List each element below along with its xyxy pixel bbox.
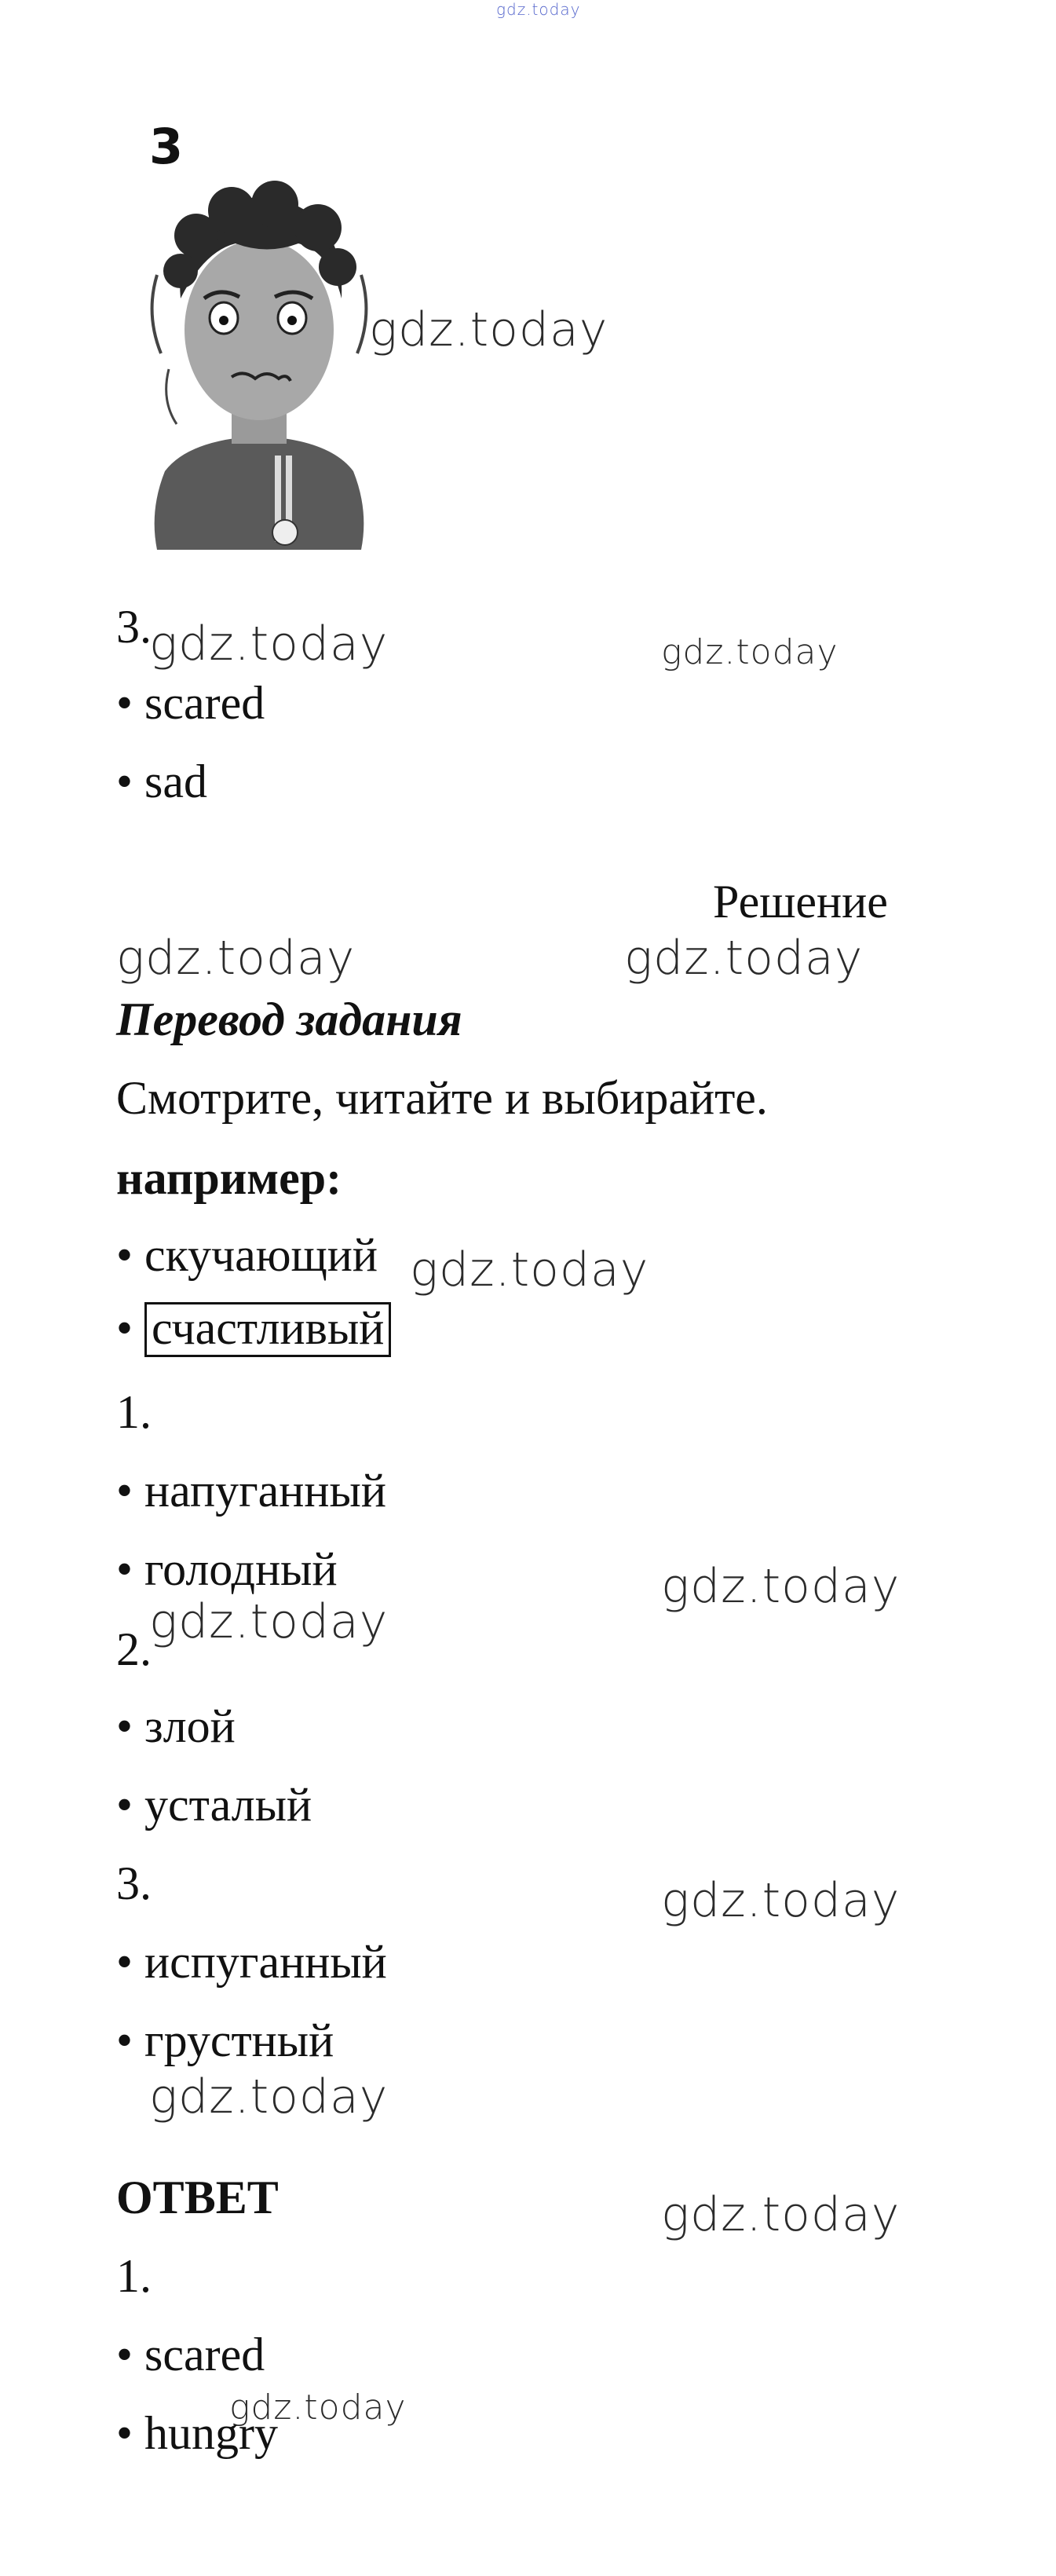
top-watermark: gdz.today xyxy=(496,0,581,19)
translation-instruction: Смотрите, читайте и выбирайте. xyxy=(116,1072,768,1124)
example-label: например: xyxy=(116,1152,342,1204)
item-option: • напуганный xyxy=(116,1465,386,1517)
watermark: gdz.today xyxy=(410,1242,649,1297)
watermark: gdz.today xyxy=(661,2187,901,2242)
item-number: 3. xyxy=(116,1857,152,1909)
selected-option-box: счастливый xyxy=(144,1302,391,1357)
item-option: • испуганный xyxy=(116,1936,387,1988)
scared-boy-illustration xyxy=(141,181,377,565)
answer-option: • hungry xyxy=(116,2407,278,2459)
answer-heading: ОТВЕТ xyxy=(116,2172,279,2223)
watermark: gdz.today xyxy=(624,931,864,986)
question-option: • scared xyxy=(116,677,265,729)
watermark: gdz.today xyxy=(116,931,356,986)
watermark: gdz.today xyxy=(149,1594,389,1649)
watermark: gdz.today xyxy=(661,1559,901,1614)
task-number: 3 xyxy=(149,118,184,175)
bullet: • xyxy=(116,1302,133,1354)
watermark: gdz.today xyxy=(369,302,608,357)
question-option: • sad xyxy=(116,756,207,807)
question-number: 3. xyxy=(116,601,152,653)
example-option: • скучающий xyxy=(116,1229,378,1281)
translation-heading: Перевод задания xyxy=(116,993,462,1045)
watermark: gdz.today xyxy=(149,617,389,671)
item-option: • усталый xyxy=(116,1779,312,1831)
item-option: • голодный xyxy=(116,1543,338,1595)
answer-number: 1. xyxy=(116,2250,152,2302)
watermark: gdz.today xyxy=(229,2388,407,2428)
answer-option: • scared xyxy=(116,2329,265,2380)
watermark: gdz.today xyxy=(661,632,839,672)
item-option: • грустный xyxy=(116,2014,334,2066)
example-option-selected-row xyxy=(116,1302,391,1357)
item-number: 2. xyxy=(116,1623,152,1675)
item-option: • злой xyxy=(116,1700,236,1752)
solution-label: Решение xyxy=(713,876,888,928)
item-number: 1. xyxy=(116,1386,152,1438)
watermark: gdz.today xyxy=(661,1873,901,1928)
watermark: gdz.today xyxy=(149,2069,389,2124)
